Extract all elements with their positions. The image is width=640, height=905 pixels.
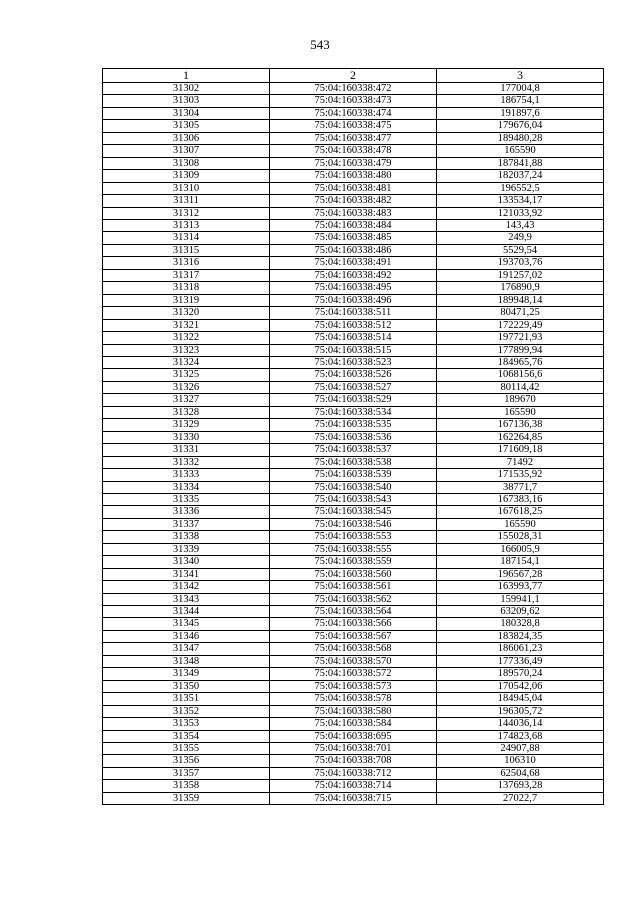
cadastral-number-cell: 75:04:160338:564 — [270, 606, 437, 618]
row-number-cell: 31324 — [103, 356, 270, 368]
value-cell: 106310 — [437, 755, 604, 767]
value-cell: 24907,88 — [437, 743, 604, 755]
cadastral-number-cell: 75:04:160338:567 — [270, 630, 437, 642]
value-cell: 165590 — [437, 145, 604, 157]
value-cell: 171535,92 — [437, 469, 604, 481]
row-number-cell: 31310 — [103, 182, 270, 194]
value-cell: 80471,25 — [437, 307, 604, 319]
table-row — [103, 232, 604, 244]
table-row — [103, 730, 604, 742]
row-number-cell: 31345 — [103, 618, 270, 630]
table-row — [103, 257, 604, 269]
cadastral-number-cell: 75:04:160338:536 — [270, 431, 437, 443]
cadastral-number-cell: 75:04:160338:480 — [270, 170, 437, 182]
value-cell: 187841,88 — [437, 157, 604, 169]
cadastral-number-cell: 75:04:160338:568 — [270, 643, 437, 655]
row-number-cell: 31333 — [103, 469, 270, 481]
row-number-cell: 31328 — [103, 406, 270, 418]
cadastral-number-cell: 75:04:160338:555 — [270, 543, 437, 555]
row-number-cell: 31355 — [103, 743, 270, 755]
value-cell: 63209,62 — [437, 606, 604, 618]
table-row — [103, 431, 604, 443]
cadastral-number-cell: 75:04:160338:566 — [270, 618, 437, 630]
value-cell: 191257,02 — [437, 269, 604, 281]
table-row — [103, 581, 604, 593]
row-number-cell: 31315 — [103, 244, 270, 256]
table-row — [103, 493, 604, 505]
row-number-cell: 31350 — [103, 680, 270, 692]
cadastral-number-cell: 75:04:160338:714 — [270, 780, 437, 792]
cadastral-number-cell: 75:04:160338:485 — [270, 232, 437, 244]
table-row — [103, 469, 604, 481]
value-cell: 80114,42 — [437, 381, 604, 393]
value-cell: 186754,1 — [437, 95, 604, 107]
cadastral-number-cell: 75:04:160338:472 — [270, 83, 437, 95]
table-row — [103, 593, 604, 605]
row-number-cell: 31326 — [103, 381, 270, 393]
value-cell: 165590 — [437, 518, 604, 530]
row-number-cell: 31357 — [103, 767, 270, 779]
table-row — [103, 244, 604, 256]
table-row — [103, 518, 604, 530]
row-number-cell: 31309 — [103, 170, 270, 182]
table-row — [103, 145, 604, 157]
value-cell: 133534,17 — [437, 195, 604, 207]
value-cell: 191897,6 — [437, 107, 604, 119]
cadastral-number-cell: 75:04:160338:701 — [270, 743, 437, 755]
table-row — [103, 394, 604, 406]
column-header-2: 2 — [270, 69, 437, 83]
row-number-cell: 31337 — [103, 518, 270, 530]
table-row — [103, 170, 604, 182]
table-row — [103, 718, 604, 730]
cadastral-number-cell: 75:04:160338:559 — [270, 556, 437, 568]
row-number-cell: 31339 — [103, 543, 270, 555]
value-cell: 179676,04 — [437, 120, 604, 132]
row-number-cell: 31340 — [103, 556, 270, 568]
value-cell: 189948,14 — [437, 294, 604, 306]
cadastral-number-cell: 75:04:160338:561 — [270, 581, 437, 593]
value-cell: 249,9 — [437, 232, 604, 244]
cadastral-number-cell: 75:04:160338:526 — [270, 369, 437, 381]
row-number-cell: 31342 — [103, 581, 270, 593]
table-row — [103, 319, 604, 331]
value-cell: 144036,14 — [437, 718, 604, 730]
table-row — [103, 356, 604, 368]
cadastral-number-cell: 75:04:160338:511 — [270, 307, 437, 319]
cadastral-number-cell: 75:04:160338:481 — [270, 182, 437, 194]
cadastral-number-cell: 75:04:160338:479 — [270, 157, 437, 169]
table-row — [103, 506, 604, 518]
cadastral-number-cell: 75:04:160338:537 — [270, 444, 437, 456]
cadastral-number-cell: 75:04:160338:495 — [270, 282, 437, 294]
cadastral-number-cell: 75:04:160338:483 — [270, 207, 437, 219]
table-row — [103, 755, 604, 767]
table-row — [103, 630, 604, 642]
table-row — [103, 369, 604, 381]
value-cell: 165590 — [437, 406, 604, 418]
value-cell: 184965,76 — [437, 356, 604, 368]
page-number: 543 — [310, 37, 330, 52]
cadastral-number-cell: 75:04:160338:562 — [270, 593, 437, 605]
row-number-cell: 31334 — [103, 481, 270, 493]
row-number-cell: 31313 — [103, 219, 270, 231]
cadastral-number-cell: 75:04:160338:538 — [270, 456, 437, 468]
table-row — [103, 767, 604, 779]
value-cell: 177336,49 — [437, 655, 604, 667]
row-number-cell: 31346 — [103, 630, 270, 642]
value-cell: 62504,68 — [437, 767, 604, 779]
row-number-cell: 31359 — [103, 792, 270, 804]
table-row — [103, 780, 604, 792]
table-row — [103, 606, 604, 618]
row-number-cell: 31330 — [103, 431, 270, 443]
cadastral-number-cell: 75:04:160338:514 — [270, 332, 437, 344]
cadastral-number-cell: 75:04:160338:473 — [270, 95, 437, 107]
row-number-cell: 31311 — [103, 195, 270, 207]
cadastral-number-cell: 75:04:160338:527 — [270, 381, 437, 393]
value-cell: 183824,35 — [437, 630, 604, 642]
value-cell: 167618,25 — [437, 506, 604, 518]
value-cell: 162264,85 — [437, 431, 604, 443]
value-cell: 5529,54 — [437, 244, 604, 256]
value-cell: 121033,92 — [437, 207, 604, 219]
cadastral-number-cell: 75:04:160338:491 — [270, 257, 437, 269]
row-number-cell: 31325 — [103, 369, 270, 381]
table-row — [103, 381, 604, 393]
row-number-cell: 31351 — [103, 693, 270, 705]
value-cell: 27022,7 — [437, 792, 604, 804]
value-cell: 197721,93 — [437, 332, 604, 344]
table-row — [103, 705, 604, 717]
table-row — [103, 680, 604, 692]
row-number-cell: 31329 — [103, 419, 270, 431]
cadastral-number-cell: 75:04:160338:492 — [270, 269, 437, 281]
row-number-cell: 31302 — [103, 83, 270, 95]
cadastral-number-cell: 75:04:160338:482 — [270, 195, 437, 207]
cadastral-number-cell: 75:04:160338:712 — [270, 767, 437, 779]
header-row — [103, 69, 604, 83]
table-row — [103, 307, 604, 319]
cadastral-number-cell: 75:04:160338:570 — [270, 655, 437, 667]
cadastral-number-cell: 75:04:160338:553 — [270, 531, 437, 543]
value-cell: 176890,9 — [437, 282, 604, 294]
table-row — [103, 107, 604, 119]
row-number-cell: 31338 — [103, 531, 270, 543]
table-row — [103, 269, 604, 281]
value-cell: 166005,9 — [437, 543, 604, 555]
table-row — [103, 543, 604, 555]
row-number-cell: 31316 — [103, 257, 270, 269]
value-cell: 189670 — [437, 394, 604, 406]
row-number-cell: 31335 — [103, 493, 270, 505]
value-cell: 170542,06 — [437, 680, 604, 692]
table-row — [103, 406, 604, 418]
table-row — [103, 95, 604, 107]
cadastral-number-cell: 75:04:160338:539 — [270, 469, 437, 481]
value-cell: 187154,1 — [437, 556, 604, 568]
row-number-cell: 31318 — [103, 282, 270, 294]
value-cell: 172229,49 — [437, 319, 604, 331]
cadastral-number-cell: 75:04:160338:475 — [270, 120, 437, 132]
row-number-cell: 31308 — [103, 157, 270, 169]
cadastral-number-cell: 75:04:160338:695 — [270, 730, 437, 742]
value-cell: 180328,8 — [437, 618, 604, 630]
cadastral-number-cell: 75:04:160338:486 — [270, 244, 437, 256]
table-row — [103, 568, 604, 580]
row-number-cell: 31327 — [103, 394, 270, 406]
table-row — [103, 693, 604, 705]
cadastral-number-cell: 75:04:160338:535 — [270, 419, 437, 431]
table-row — [103, 643, 604, 655]
cadastral-number-cell: 75:04:160338:484 — [270, 219, 437, 231]
table-row — [103, 668, 604, 680]
row-number-cell: 31353 — [103, 718, 270, 730]
table-row — [103, 444, 604, 456]
table-row — [103, 456, 604, 468]
cadastral-number-cell: 75:04:160338:534 — [270, 406, 437, 418]
table-row — [103, 556, 604, 568]
value-cell: 189480,28 — [437, 132, 604, 144]
value-cell: 167383,16 — [437, 493, 604, 505]
row-number-cell: 31358 — [103, 780, 270, 792]
value-cell: 143,43 — [437, 219, 604, 231]
cadastral-number-cell: 75:04:160338:523 — [270, 356, 437, 368]
table-row — [103, 531, 604, 543]
value-cell: 196305,72 — [437, 705, 604, 717]
cadastral-number-cell: 75:04:160338:580 — [270, 705, 437, 717]
row-number-cell: 31349 — [103, 668, 270, 680]
value-cell: 71492 — [437, 456, 604, 468]
cadastral-number-cell: 75:04:160338:708 — [270, 755, 437, 767]
row-number-cell: 31321 — [103, 319, 270, 331]
cadastral-number-cell: 75:04:160338:578 — [270, 693, 437, 705]
data-table — [102, 68, 604, 805]
value-cell: 196567,28 — [437, 568, 604, 580]
cadastral-number-cell: 75:04:160338:584 — [270, 718, 437, 730]
cadastral-number-cell: 75:04:160338:560 — [270, 568, 437, 580]
cadastral-number-cell: 75:04:160338:512 — [270, 319, 437, 331]
table-row — [103, 481, 604, 493]
table-row — [103, 157, 604, 169]
row-number-cell: 31332 — [103, 456, 270, 468]
value-cell: 186061,23 — [437, 643, 604, 655]
value-cell: 38771,7 — [437, 481, 604, 493]
row-number-cell: 31304 — [103, 107, 270, 119]
cadastral-number-cell: 75:04:160338:546 — [270, 518, 437, 530]
table-row — [103, 344, 604, 356]
row-number-cell: 31331 — [103, 444, 270, 456]
column-header-3: 3 — [437, 69, 604, 83]
cadastral-number-cell: 75:04:160338:545 — [270, 506, 437, 518]
cadastral-number-cell: 75:04:160338:572 — [270, 668, 437, 680]
value-cell: 167136,38 — [437, 419, 604, 431]
cadastral-number-cell: 75:04:160338:573 — [270, 680, 437, 692]
table-header — [103, 69, 604, 83]
cadastral-number-cell: 75:04:160338:529 — [270, 394, 437, 406]
table-row — [103, 207, 604, 219]
value-cell: 184945,04 — [437, 693, 604, 705]
cadastral-number-cell: 75:04:160338:496 — [270, 294, 437, 306]
row-number-cell: 31356 — [103, 755, 270, 767]
value-cell: 137693,28 — [437, 780, 604, 792]
row-number-cell: 31344 — [103, 606, 270, 618]
table-body — [103, 83, 604, 805]
row-number-cell: 31307 — [103, 145, 270, 157]
table-row — [103, 195, 604, 207]
value-cell: 193703,76 — [437, 257, 604, 269]
table-row — [103, 83, 604, 95]
row-number-cell: 31314 — [103, 232, 270, 244]
row-number-cell: 31352 — [103, 705, 270, 717]
value-cell: 174823,68 — [437, 730, 604, 742]
row-number-cell: 31341 — [103, 568, 270, 580]
table-row — [103, 182, 604, 194]
row-number-cell: 31306 — [103, 132, 270, 144]
table-row — [103, 655, 604, 667]
value-cell: 196552,5 — [437, 182, 604, 194]
cadastral-number-cell: 75:04:160338:474 — [270, 107, 437, 119]
table-row — [103, 419, 604, 431]
row-number-cell: 31320 — [103, 307, 270, 319]
table-row — [103, 219, 604, 231]
value-cell: 1068156,6 — [437, 369, 604, 381]
row-number-cell: 31322 — [103, 332, 270, 344]
row-number-cell: 31343 — [103, 593, 270, 605]
table-row — [103, 294, 604, 306]
table-row — [103, 282, 604, 294]
row-number-cell: 31317 — [103, 269, 270, 281]
table-row — [103, 132, 604, 144]
row-number-cell: 31312 — [103, 207, 270, 219]
table-row — [103, 332, 604, 344]
row-number-cell: 31354 — [103, 730, 270, 742]
table-row — [103, 120, 604, 132]
row-number-cell: 31319 — [103, 294, 270, 306]
cadastral-number-cell: 75:04:160338:477 — [270, 132, 437, 144]
value-cell: 189570,24 — [437, 668, 604, 680]
cadastral-number-cell: 75:04:160338:478 — [270, 145, 437, 157]
value-cell: 177899,94 — [437, 344, 604, 356]
value-cell: 171609,18 — [437, 444, 604, 456]
row-number-cell: 31336 — [103, 506, 270, 518]
row-number-cell: 31348 — [103, 655, 270, 667]
row-number-cell: 31303 — [103, 95, 270, 107]
table-row — [103, 618, 604, 630]
column-header-1: 1 — [103, 69, 270, 83]
value-cell: 155028,31 — [437, 531, 604, 543]
value-cell: 182037,24 — [437, 170, 604, 182]
cadastral-number-cell: 75:04:160338:515 — [270, 344, 437, 356]
value-cell: 177004,8 — [437, 83, 604, 95]
cadastral-number-cell: 75:04:160338:715 — [270, 792, 437, 804]
value-cell: 163993,77 — [437, 581, 604, 593]
row-number-cell: 31323 — [103, 344, 270, 356]
table-row — [103, 792, 604, 804]
cadastral-number-cell: 75:04:160338:543 — [270, 493, 437, 505]
value-cell: 159941,1 — [437, 593, 604, 605]
row-number-cell: 31347 — [103, 643, 270, 655]
row-number-cell: 31305 — [103, 120, 270, 132]
cadastral-number-cell: 75:04:160338:540 — [270, 481, 437, 493]
table-row — [103, 743, 604, 755]
